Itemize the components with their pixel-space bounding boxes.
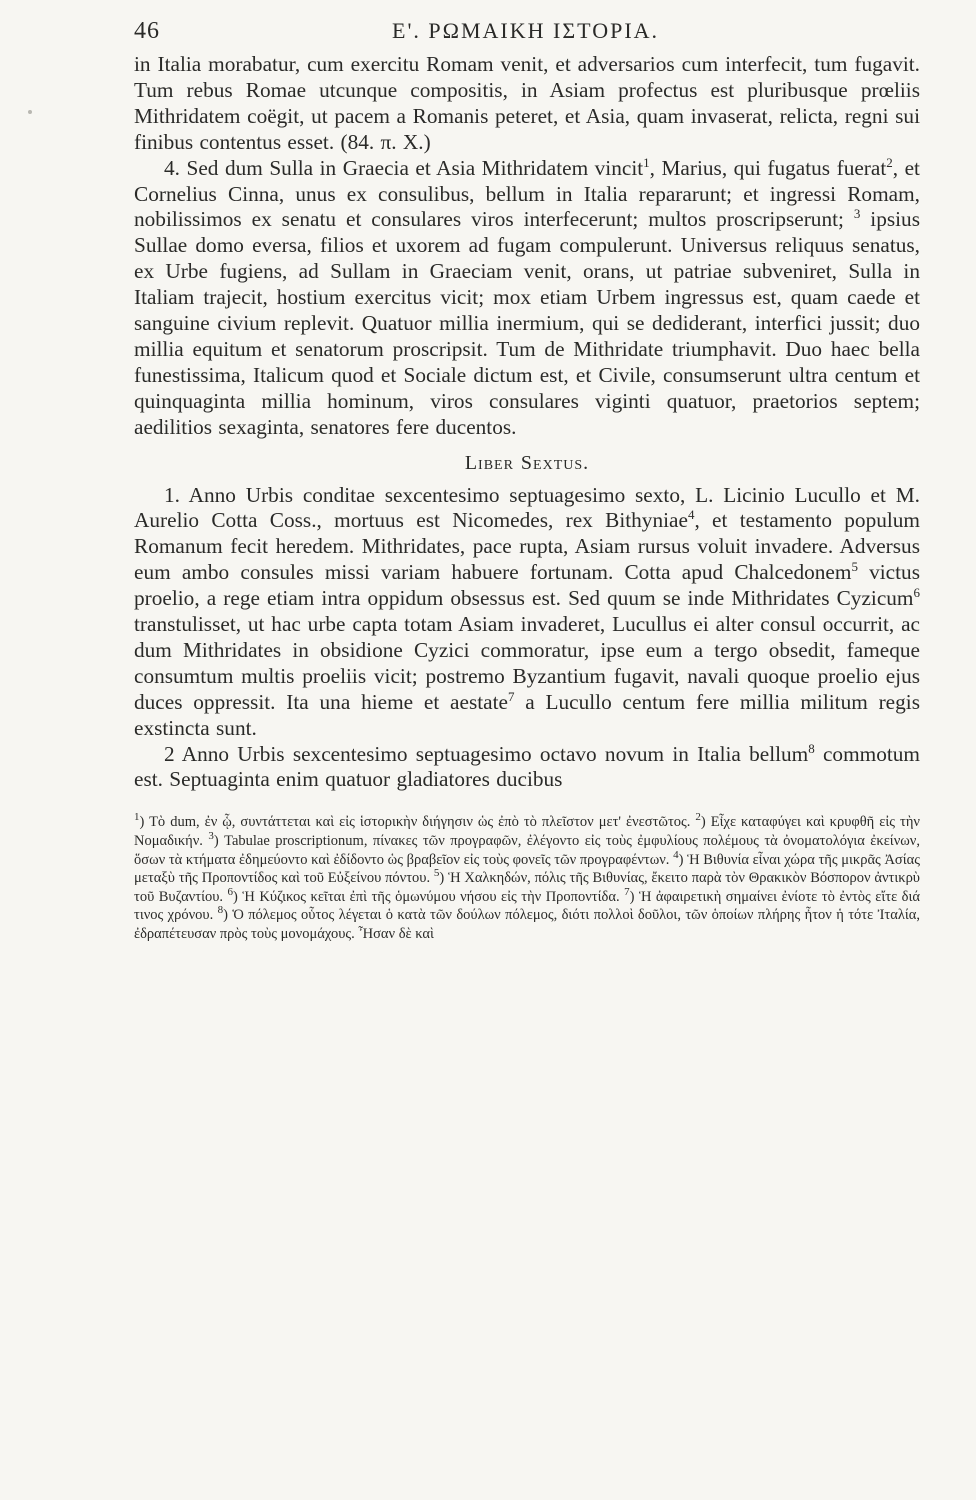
text-run: victus proelio, a rege etiam intra oppidum obsessus est. Sed quum se inde Mithridates Cyzicum — [134, 560, 920, 611]
footnote-ref: 4 — [687, 507, 695, 523]
footnote-ref: 6 — [913, 585, 920, 601]
footnote-number: 8 — [217, 904, 224, 917]
footnote-text: Ὁ πόλεμος οὗτος λέγεται ὁ κατὰ τῶν δούλων πόλεμος, διότι πολλοὶ δοῦλοι, τῶν ὁποίων πλήρης ἦτον ἡ τότε Ἰταλία, ἐδραπέτευσαν πρὸς τοὺς μονομάχους. Ἦσαν δὲ καὶ — [134, 907, 920, 942]
footnote: $^5$) Ἡ Χαλκηδών, πόλις τῆς Βιθυνίας, ἔκειτο παρὰ τὸν Θρακικὸν Βόσπορον ἀντικρὺ τοῦ Βυζαντίου. — [134, 867, 920, 905]
footnote-ref: 1 — [643, 154, 650, 170]
running-title: E'. ΡΩΜΑΙΚΗ ΙΣΤΟΡΙΑ. — [392, 18, 660, 43]
footnote: $^7$) Ἡ ἀφαιρετικὴ σημαίνει ἐνίοτε τὸ ἐντὸς εἴτε διά τινος χρόνου. — [134, 885, 921, 924]
text-run: 1. Anno Urbis conditae sexcentesimo septuagesimo sexto, L. Licinio Lucullo et M. Aurelio Cotta Coss., mortuus est Nicomedes, rex Bithyniae — [134, 482, 920, 533]
text-run: 2 Anno Urbis sexcentesimo septuagesimo octavo novum in Italia bellum — [164, 741, 809, 766]
text-run: 4. Sed dum Sulla in Graecia et Asia Mithridatem vincit — [164, 155, 644, 180]
footnote-text: Ἡ Βιθυνία εἶναι χώρα τῆς μικρᾶς Ἀσίας μεταξὺ τῆς Προποντίδος καὶ τοῦ Εὐξείνου πόντου. — [134, 851, 920, 887]
footnote-number: 6 — [227, 885, 234, 898]
footnote-text: Τὸ dum, ἐν ᾧ, συντάττεται καὶ εἰς ἱστορικὴν διήγησιν ὡς ἐπὸ τὸ πλεῖστον μετ' ἐνεστῶτος. — [149, 814, 691, 831]
footnote-text: Ἡ Κύζικος κεῖται ἐπὶ τῆς ὁμωνύμου νήσου εἰς τὴν Προποντίδα. — [242, 888, 620, 905]
main-text — [134, 52, 920, 793]
footnote-ref: 5 — [851, 559, 858, 575]
footnote: $^8$) Ὁ πόλεμος οὗτος λέγεται ὁ κατὰ τῶν δούλων πόλεμος, διότι πολλοὶ δοῦλοι, τῶν ὁποίων πλήρης ἦτον ἡ τότε Ἰταλία, ἐδραπέτευσαν πρὸς τοὺς μονομάχους. Ἦσαν δὲ καὶ — [134, 904, 920, 942]
footnote-text: Ἡ ἀφαιρετικὴ σημαίνει ἐνίοτε τὸ ἐντὸς εἴτε διά τινος χρόνου. — [134, 888, 921, 924]
footnote: $^2$) Εἶχε καταφύγει καὶ κρυφθῆ εἰς τὴν Νομαδικήν. — [134, 811, 920, 849]
paragraph — [134, 483, 920, 742]
footnote-number: 3 — [208, 830, 214, 843]
text-run: in Italia morabatur, cum exercitu Romam venit, et adversarios cum interfecit, tum fugavit. Tum rebus Romae utcunque compositis, in Asiam profectus est pluribusque prœliis Mithridatem coëgit, ut pacem a Romanis peteret, et Asia, quam invaserat, relicta, regni sui finibus contentus esset. (84. π. X.) — [134, 52, 920, 154]
footnote-ref: 3 — [853, 206, 861, 222]
page-number: 46 — [134, 18, 160, 44]
scan-speck — [28, 110, 32, 114]
footnote-number: 5 — [433, 867, 440, 880]
paragraph-group-2 — [134, 483, 920, 794]
footnote-ref: 2 — [886, 154, 893, 170]
footnote-number: 2 — [695, 811, 701, 824]
paragraph — [134, 742, 920, 794]
footnote: $^4$) Ἡ Βιθυνία εἶναι χώρα τῆς μικρᾶς Ἀσίας μεταξὺ τῆς Προποντίδος καὶ τοῦ Εὐξείνου πόντου. — [134, 848, 920, 887]
page-header — [134, 12, 920, 52]
footnote-text: Tabulae proscriptionum, πίνακες τῶν προγραφῶν, ἐλέγοντο εἰς τοὺς ἐμφυλίους πολέμους τὰ ὀνοματολόγια ἐκείνων, ὅσων τὰ κτήματα ἐδημεύοντο καὶ ἐδίδοντο ὡς βραβεῖον εἰς τοὺς φονεῖς τῶν προγραφέντων. — [134, 832, 920, 868]
footnote-text: Ἡ Χαλκηδών, πόλις τῆς Βιθυνίας, ἔκειτο παρὰ τὸν Θρακικὸν Βόσπορον ἀντικρὺ τοῦ Βυζαντίου. — [134, 870, 920, 905]
footnote: $^3$) Tabulae proscriptionum, πίνακες τῶν προγραφῶν, ἐλέγοντο εἰς τοὺς ἐμφυλίους πολέμους τὰ ὀνοματολόγια ἐκείνων, ὅσων τὰ κτήματα ἐδημεύοντο καὶ ἐδίδοντο ὡς βραβεῖον εἰς τοὺς φονεῖς τῶν προγραφέντων. — [134, 830, 920, 868]
paragraph-continuation — [134, 52, 920, 156]
paragraph — [134, 156, 920, 441]
footnote-number: 1 — [134, 811, 140, 824]
footnote-number: 7 — [624, 885, 630, 898]
footnote-ref: 8 — [808, 740, 815, 756]
text-run: ipsius Sullae domo eversa, filios et uxorem ad fugam compulerunt. Universus reliquus senatus, ex Urbe fugiens, ad Sullam in Graeciam venit, orans, ut patriae subveniret, Sulla in Italiam trajecit, hostium exercitus vicit; mox etiam Urbem ingressus est, quam caede et sanguine civium replevit. Quatuor millia inermium, qui se dediderant, interfici jussit; duo millia equitum et senatorum proscripsit. Tum de Mithridate triumphavit. Duo haec bella funestissima, Italicum quod et Sociale dictum est, et Civile, consumserunt ultra centum et quinquaginta millia hominum, viros consulares viginti quatuor, praetorios septem; aedilitios sexaginta, senatores fere ducentos. — [134, 207, 920, 439]
footnote: $^6$) Ἡ Κύζικος κεῖται ἐπὶ τῆς ὁμωνύμου νήσου εἰς τὴν Προποντίδα. — [227, 885, 620, 905]
text-run: transtulisset, ut hac urbe capta totam Asiam invaderet, Lucullus ei alter consul occurrit, ac dum Mithridates in obsidione Cyzici commoratur, ipse eum a tergo obsedit, fameque consumtum multis proeliis vicit; postremo Byzantium fugavit, navali quoque proelio ejus duces oppressit. Ita una hieme et aestate — [134, 612, 920, 714]
footnote-text: Εἶχε καταφύγει καὶ κρυφθῆ εἰς τὴν Νομαδικήν. — [134, 814, 920, 849]
section-heading: Liber Sextus. — [464, 451, 590, 474]
text-run: , et Cornelius Cinna, unus ex consulibus, bellum in Italia repararunt; et ingressi Romam, nobilissimos ex senatu et consulares viros interfecerunt; multos proscripserunt; — [134, 155, 920, 232]
text-run: a Lucullo centum fere millia militum regis exstincta sunt. — [134, 689, 920, 740]
text-run: commotum est. Septuaginta enim quatuor gladiatores ducibus — [134, 741, 920, 792]
footnote: $^1$) Τὸ dum, ἐν ᾧ, συντάττεται καὶ εἰς ἱστορικὴν διήγησιν ὡς ἐπὸ τὸ πλεῖστον μετ' ἐνεστῶτος. — [134, 811, 691, 831]
paragraph-group-1 — [134, 52, 920, 441]
text-run: , et testamento populum Romanum fecit heredem. Mithridates, pace rupta, Asiam rursus voluit invadere. Adversus eum ambo consules missi variam habuere fortunam. Cotta apud Chalcedonem — [134, 508, 920, 585]
footnote-ref: 7 — [507, 688, 515, 704]
footnote-number: 4 — [673, 848, 679, 861]
footnotes-block — [134, 813, 920, 943]
footnotes-text — [134, 813, 920, 943]
text-run: , Marius, qui fugatus fuerat — [649, 155, 887, 180]
